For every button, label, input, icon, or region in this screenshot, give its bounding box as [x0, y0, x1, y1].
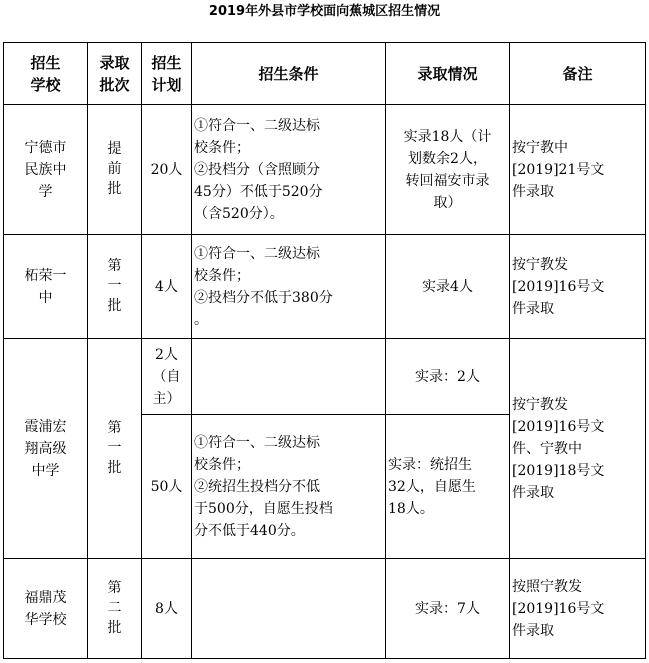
header-batch-line: 批次	[99, 75, 130, 94]
admission-line: 18人。	[388, 500, 434, 517]
page-title: 2019年外县市学校面向蕉城区招生情况	[208, 4, 441, 19]
school-line: 中	[38, 289, 53, 306]
table-row	[4, 559, 646, 659]
school-cell	[4, 339, 88, 559]
school-line: 柘荣一	[24, 267, 67, 284]
admission-line: 实录：7人	[415, 600, 480, 617]
remark-line: 件录取	[512, 183, 554, 200]
remark-line: [2019]21号文	[512, 161, 605, 178]
header-school-line: 招生	[30, 53, 61, 72]
condition-cell	[192, 105, 386, 235]
plan-cell: 20人	[142, 105, 192, 235]
remark-line: 按宁教中	[512, 139, 568, 156]
plan-cell: 8人	[142, 559, 192, 659]
condition-line: ②投档分不低于380分	[194, 289, 333, 306]
remark-line: 件录取	[512, 484, 554, 501]
header-batch	[88, 43, 142, 105]
remark-line: 件录取	[512, 622, 554, 639]
header-admission: 录取情况	[386, 43, 510, 105]
condition-line: ①符合一、二级达标	[194, 245, 320, 262]
admission-line: 实录18人（计	[403, 128, 492, 145]
condition-line: 。	[194, 311, 208, 328]
admission-line: 实录4人	[422, 278, 473, 295]
condition-cell	[192, 415, 386, 559]
enrollment-table	[3, 42, 646, 659]
condition-line: ②统招生投档分不低	[194, 478, 320, 495]
admission-cell	[386, 559, 510, 659]
admission-line: 取）	[433, 194, 462, 211]
admission-cell	[386, 105, 510, 235]
admission-line: 实录：统招生	[388, 456, 472, 473]
condition-line: 校条件；	[194, 267, 250, 284]
batch-cell	[88, 339, 142, 559]
batch-text: 第一批	[107, 420, 122, 476]
school-line: 中学	[31, 462, 60, 479]
condition-line: ①符合一、二级达标	[194, 434, 320, 451]
condition-cell	[192, 235, 386, 339]
school-line: 华学校	[24, 611, 67, 628]
condition-line: 于500分，自愿生投档	[194, 500, 333, 517]
plan-line: 主）	[152, 390, 181, 407]
school-cell	[4, 235, 88, 339]
admission-line: 实录：2人	[415, 368, 480, 385]
remark-cell	[510, 339, 646, 559]
school-line: 宁德市	[24, 139, 67, 156]
condition-line: （含520分）。	[194, 205, 284, 222]
batch-cell	[88, 559, 142, 659]
header-condition: 招生条件	[192, 43, 386, 105]
school-cell	[4, 105, 88, 235]
batch-text: 第一批	[107, 258, 122, 314]
header-school	[4, 43, 88, 105]
school-line: 翔高级	[24, 440, 67, 457]
remark-line: [2019]16号文	[512, 418, 605, 435]
plan-line: 50人	[150, 478, 183, 495]
batch-text: 第二批	[107, 580, 122, 636]
condition-line: 校条件；	[194, 139, 250, 156]
school-line: 学	[38, 183, 53, 200]
plan-line: 2人	[155, 346, 178, 363]
condition-line: 分不低于440分。	[194, 522, 305, 539]
remark-line: 件录取	[512, 300, 554, 317]
remark-cell	[510, 235, 646, 339]
remark-line: [2019]16号文	[512, 600, 605, 617]
remark-line: 按照宁教发	[512, 578, 582, 595]
condition-line: 校条件；	[194, 456, 250, 473]
admission-line: 划数余2人，	[408, 150, 487, 167]
header-remark: 备注	[510, 43, 646, 105]
batch-text: 提前批	[107, 141, 122, 197]
remark-line: [2019]18号文	[512, 462, 605, 479]
table-row	[4, 105, 646, 235]
condition-cell	[192, 559, 386, 659]
remark-line: [2019]16号文	[512, 278, 605, 295]
header-plan-line: 计划	[151, 75, 182, 94]
condition-line: 45分）不低于520分	[194, 183, 323, 200]
plan-cell: 4人	[142, 235, 192, 339]
plan-cell	[142, 415, 192, 559]
condition-line: ②投档分（含照顾分	[194, 161, 320, 178]
remark-line: 按宁教发	[512, 256, 568, 273]
header-school-line: 学校	[30, 75, 61, 94]
table-row	[4, 339, 646, 415]
school-cell	[4, 559, 88, 659]
condition-line: ①符合一、二级达标	[194, 117, 320, 134]
school-line: 霞浦宏	[24, 418, 67, 435]
remark-line: 件、宁教中	[512, 440, 582, 457]
header-plan-line: 招生	[151, 53, 182, 72]
batch-cell	[88, 235, 142, 339]
admission-line: 32人，自愿生	[388, 478, 476, 495]
batch-cell	[88, 105, 142, 235]
admission-cell	[386, 235, 510, 339]
header-batch-line: 录取	[99, 53, 130, 72]
header-plan	[142, 43, 192, 105]
header-row	[4, 43, 646, 105]
condition-cell	[192, 339, 386, 415]
school-line: 民族中	[24, 161, 67, 178]
plan-line: （自	[152, 368, 181, 385]
admission-cell	[386, 415, 510, 559]
plan-cell	[142, 339, 192, 415]
remark-cell	[510, 105, 646, 235]
remark-line: 按宁教发	[512, 396, 568, 413]
admission-cell	[386, 339, 510, 415]
remark-cell	[510, 559, 646, 659]
school-line: 福鼎茂	[24, 589, 67, 606]
admission-line: 转回福安市录	[405, 172, 490, 189]
table-row	[4, 235, 646, 339]
